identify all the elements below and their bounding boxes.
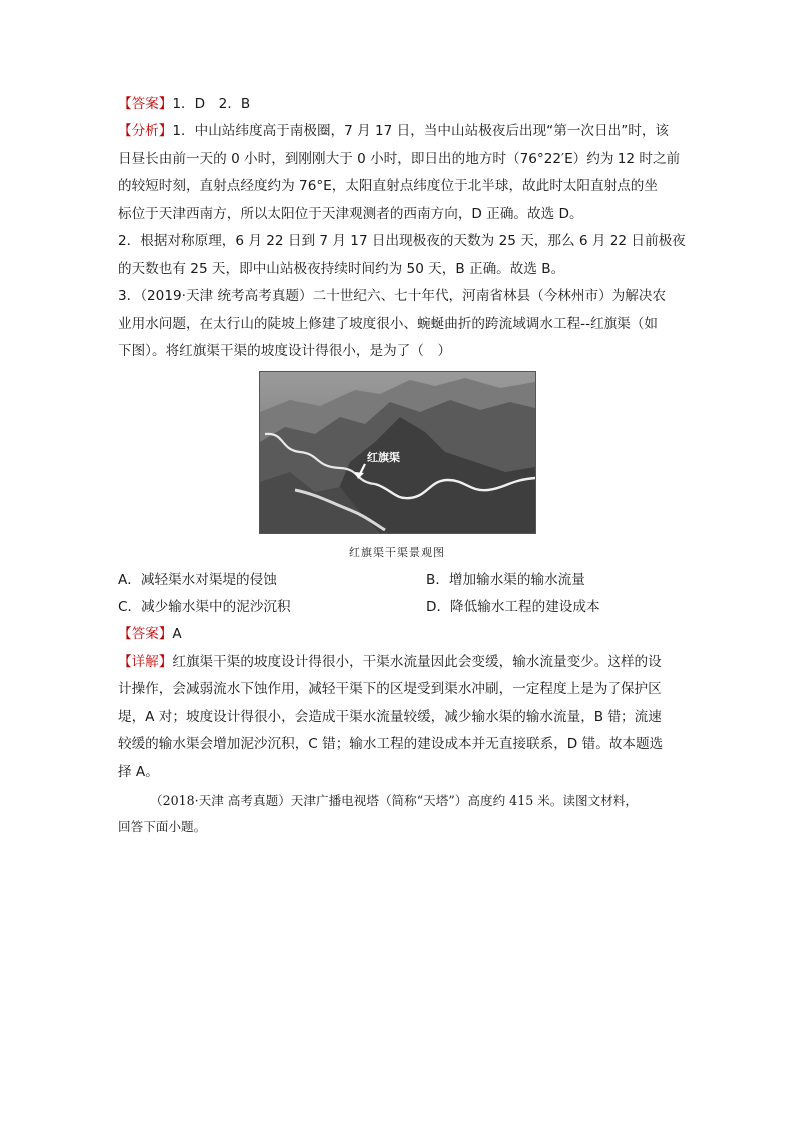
- detail-line-4: 较缓的输水渠会增加泥沙沉积，C 错；输水工程的建设成本并无直接联系，D 错。故本题选: [118, 736, 664, 752]
- analysis-tag: 【分析】: [118, 123, 173, 139]
- answer-text: 1．D 2．B: [172, 96, 251, 112]
- analysis-line-4: 标位于天津西南方，所以太阳位于天津观测者的西南方向，D 正确。故选 D。: [118, 206, 583, 222]
- red-flag-canal-photo: [259, 371, 536, 534]
- analysis-line-3: 的较短时刻，直射点经度约为 76°E，太阳直射点纬度位于北半球，故此时太阳直射点的坐: [118, 178, 658, 194]
- analysis-line-5: 2．根据对称原理，6 月 22 日到 7 月 17 日出现极夜的天数为 25 天，那么 6 月 22 日前极夜: [118, 233, 686, 249]
- photo-caption: 红旗渠干渠景观图: [349, 546, 445, 559]
- photo-label: 红旗渠: [367, 451, 400, 464]
- next-question-intro-2: 回答下面小题。: [118, 819, 207, 834]
- answer-line-q3: [118, 624, 182, 644]
- question-3-stem-3: 下图）。将红旗渠干渠的坡度设计得很小，是为了（ ）: [118, 343, 452, 359]
- detail-line-5: 择 A。: [118, 764, 159, 780]
- analysis-line-6: 的天数也有 25 天，即中山站极夜持续时间约为 50 天，B 正确。故选 B。: [118, 261, 565, 277]
- question-3-stem-1: 3．（2019·天津 统考高考真题）二十世纪六、七十年代，河南省林县（今林州市）为解决农: [118, 288, 667, 304]
- next-question-intro-1: （2018·天津 高考真题）天津广播电视塔（简称“天塔”）高度约 415 米。读图文材料，: [150, 793, 638, 808]
- detail-line-2: 计操作，会减弱流水下蚀作用，减轻干渠下的区堤受到渠水冲刷，一定程度上是为了保护区: [118, 681, 662, 697]
- option-b: B．增加输水渠的输水流量: [426, 572, 585, 588]
- answer-tag: 【答案】: [118, 96, 173, 112]
- analysis-line-2: 日昼长由前一天的 0 小时，到刚刚大于 0 小时，即日出的地方时（76°22′E）约为 12 时之前: [118, 151, 681, 167]
- option-a: A．减轻渠水对渠堤的侵蚀: [118, 572, 277, 588]
- analysis-text: 1．中山站纬度高于南极圈，7 月 17 日，当中山站极夜后出现“第一次日出”时，该: [172, 123, 670, 139]
- question-3-stem-2: 业用水问题，在太行山的陡坡上修建了坡度很小、蜿蜒曲折的跨流域调水工程--红旗渠（如: [118, 316, 658, 332]
- answer-tag: 【答案】: [118, 626, 173, 642]
- detail-text: 红旗渠干渠的坡度设计得很小，干渠水流量因此会变缓，输水流量变少。这样的设: [172, 654, 662, 670]
- option-d: D．降低输水工程的建设成本: [426, 599, 600, 615]
- analysis-line-1: [118, 121, 669, 141]
- detail-line-3: 堤，A 对；坡度设计得很小，会造成干渠水流量较缓，减少输水渠的输水流量，B 错；流速: [118, 709, 662, 725]
- detail-line-1: [118, 652, 662, 672]
- detail-tag: 【详解】: [118, 654, 173, 670]
- answer-line-q1-2: [118, 94, 250, 114]
- option-c: C．减少输水渠中的泥沙沉积: [118, 599, 291, 615]
- answer-text: A: [172, 626, 182, 642]
